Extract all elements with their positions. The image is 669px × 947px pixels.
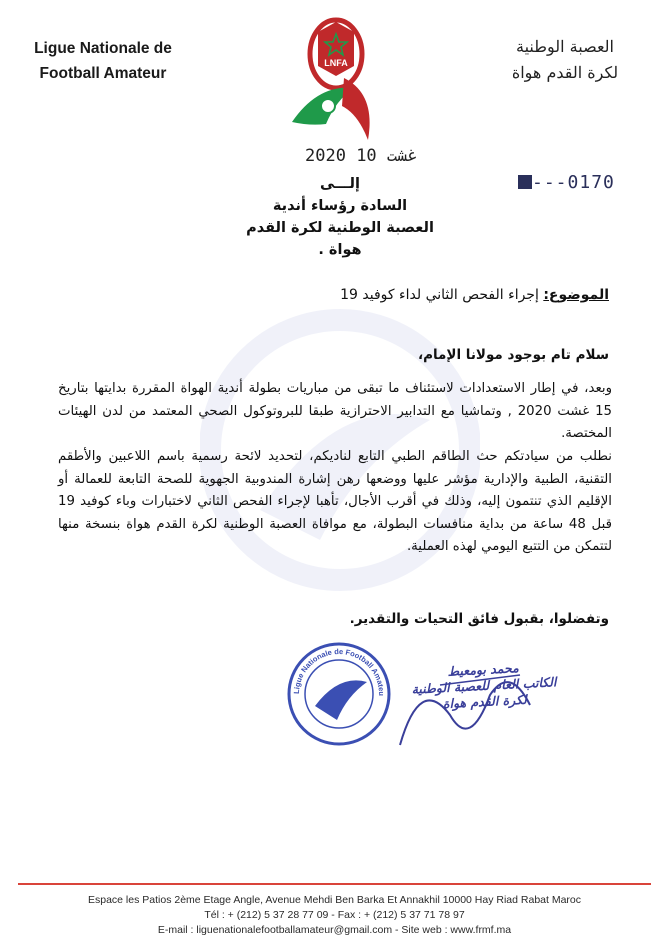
addressee-block <box>240 173 440 261</box>
body-paragraph-2: نطلب من سيادتكم حث الطاقم الطبي التابع لناديكم، لتحديد لائحة رسمية باسم اللاعبين والأطقم التقنية، الطبية والإدارية مؤشر عليها ووضعها رهن إشارة المندوبية الجهوية للصحة التابعة للعمالة أو الإقليم الذي تنتمون إليه، وذلك في أقرب الأجال، تأهبا لإجراء الفحص الثاني لاختبارات وباء كوفيد 19 قبل 48 ساعة من بداية منافسات البطولة، مع موافاة العصبة الوطنية لكرة القدم هواة بنسخة منها لتتمكن من التتبع اليومي لهذه العملية. <box>58 449 612 554</box>
subject-text: إجراء الفحص الثاني لداء كوفيد 19 <box>340 287 539 303</box>
subject-label: الموضوع: <box>543 287 609 303</box>
reference-value: 0170 <box>567 172 615 193</box>
subject-line <box>340 287 609 303</box>
footer-phones: Tél : + (212) 5 37 28 77 09 - Fax : + (212) 5 37 71 78 97 <box>204 909 465 921</box>
lnfa-logo <box>288 14 384 146</box>
logo-text: LNFA <box>324 58 348 68</box>
footer-email-web: E-mail : liguenationalefootballamateur@gmail.com - Site web : www.frmf.ma <box>157 924 512 936</box>
signatory-name: محمد بومعيط <box>447 660 520 679</box>
reference-stamp-icon <box>518 175 532 189</box>
footer-address: Espace les Patios 2ème Etage Angle, Avenue Mehdi Ben Barka Et Annakhil 10000 Hay Riad Rabat Maroc <box>87 894 582 906</box>
league-name-arabic-line1: العصبة الوطنية <box>516 37 614 56</box>
stamp-text: Ligue Nationale de Football Amateu <box>291 646 387 697</box>
body-paragraph-1: وبعد، في إطار الاستعدادات لاستئناف ما تبقى من مباريات بطولة أندية الهواة المقررة بدايتها بتاريخ 15 غشت 2020 , وتماشيا مع التدابير الاحترازية طبقا للبروتوكول الصحي المعتمد من لدن الهيئات المختصة. <box>58 381 612 441</box>
reference-number: ---0170 <box>518 172 615 193</box>
signatory-block <box>403 658 565 714</box>
league-name-french-line2: Football Amateur <box>39 65 167 82</box>
official-stamp <box>285 640 393 748</box>
addressee-line1: السادة رؤساء أندية <box>272 198 408 214</box>
league-name-french <box>28 36 178 86</box>
greeting: سلام تام بوجود مولانا الإمام، <box>417 347 609 363</box>
signatory-title-line1: الكاتب العام للعصبة الوطنية <box>411 674 557 697</box>
letter-date: 2020 غشت 10 <box>305 146 418 166</box>
footer-divider <box>18 883 651 885</box>
addressee-to: إلـــى <box>320 176 360 192</box>
league-name-french-line1: Ligue Nationale de <box>34 40 172 57</box>
league-name-arabic <box>495 34 635 86</box>
closing-line: وتفضلوا، بقبول فائق التحيات والتقدير. <box>349 611 609 627</box>
league-name-arabic-line2: لكرة القدم هواة <box>511 63 619 82</box>
addressee-line2: العصبة الوطنية لكرة القدم هواة . <box>246 220 434 258</box>
signatory-title-line2: لكرة القدم هواة <box>442 691 528 712</box>
footer-contact <box>18 893 651 938</box>
